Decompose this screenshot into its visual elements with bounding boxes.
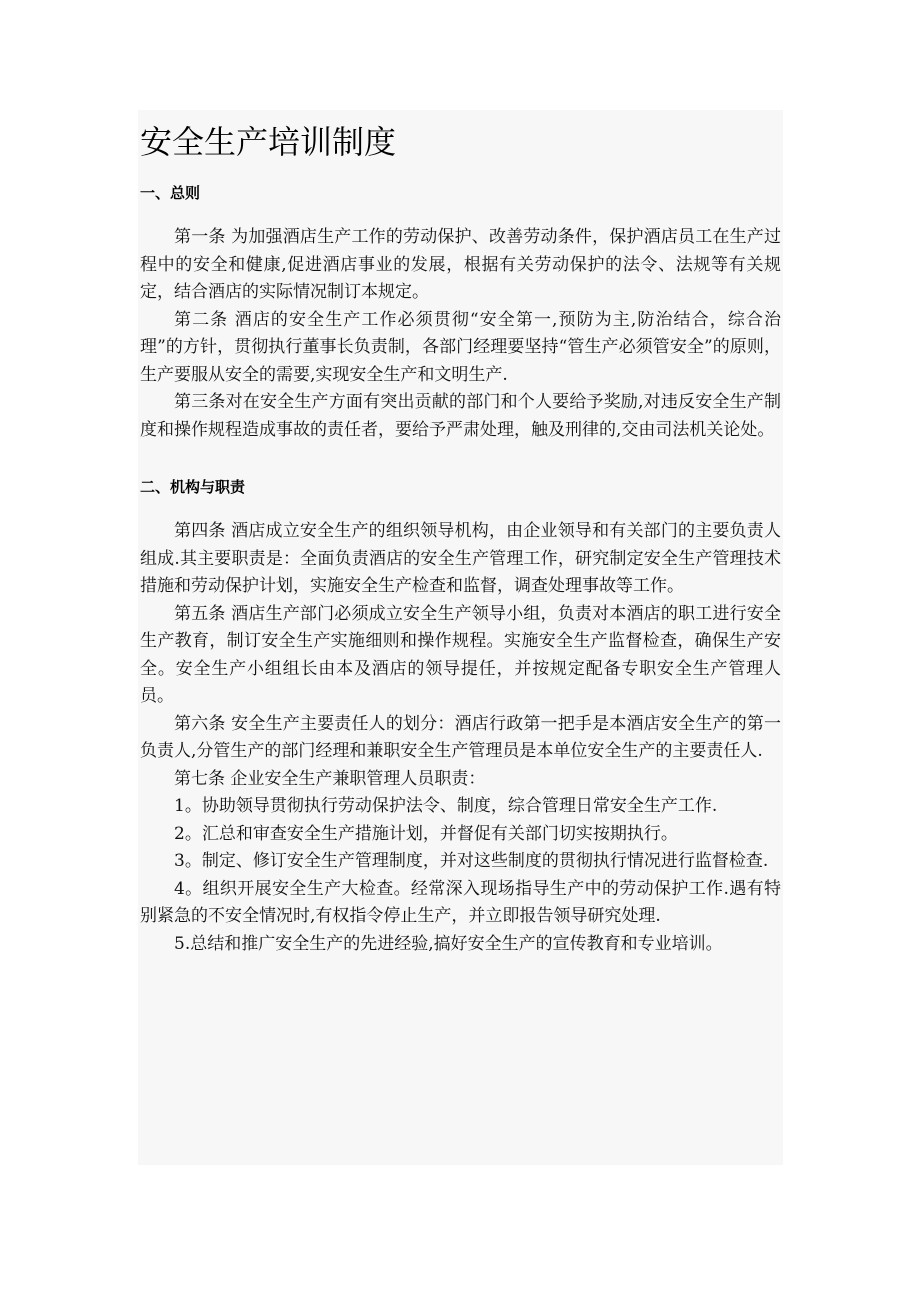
paragraph: 第一条 为加强酒店生产工作的劳动保护、改善劳动条件，保护酒店员工在生产过程中的安全和健康,促进酒店事业的发展，根据有关劳动保护的法令、法规等有关规定，结合酒店的实际情况制订本规定。 — [140, 227, 781, 302]
section-heading-organization: 二、机构与职责 — [140, 478, 246, 496]
list-item: 2。汇总和审查安全生产措施计划，并督促有关部门切实按期执行。 — [174, 823, 678, 844]
paragraph: 第二条 酒店的安全生产工作必须贯彻“安全第一,预防为主,防治结合，综合治理”的方针，贯彻执行董事长负责制，各部门经理要坚持“管生产必须管安全”的原则，生产要服从安全的需要,实现安全生产和文明生产. — [140, 309, 781, 385]
paragraph: 第五条 酒店生产部门必须成立安全生产领导小组，负责对本酒店的职工进行安全生产教育，制订安全生产实施细则和操作规程。实施安全生产监督检查，确保生产安全。安全生产小组组长由本及酒店的领导提任，并按规定配备专职安全生产管理人员。 — [140, 603, 781, 706]
document-title: 安全生产培训制度 — [140, 123, 397, 161]
section-heading-general: 一、总则 — [140, 184, 201, 202]
section-organization — [140, 518, 781, 958]
list-item: 4。组织开展安全生产大检查。经常深入现场指导生产中的劳动保护工作.遇有特别紧急的不安全情况时,有权指令停止生产，并立即报告领导研究处理. — [140, 878, 781, 926]
paragraph: 第七条 企业安全生产兼职管理人员职责： — [174, 768, 486, 789]
paragraph: 第三条对在安全生产方面有突出贡献的部门和个人要给予奖励,对违反安全生产制度和操作规程造成事故的责任者，要给予严肃处理，触及刑律的,交由司法机关论处。 — [140, 392, 781, 440]
list-item: 3。制定、修订安全生产管理制度，并对这些制度的贯彻执行情况进行监督检查. — [174, 851, 769, 871]
list-item: 5.总结和推广安全生产的先进经验,搞好安全生产的宣传教育和专业培训。 — [174, 933, 723, 954]
paragraph: 第六条 安全生产主要责任人的划分：酒店行政第一把手是本酒店安全生产的第一负责人,分管生产的部门经理和兼职安全生产管理员是本单位安全生产的主要责任人. — [140, 713, 781, 761]
document-page — [138, 110, 783, 1165]
list-item: 1。协助领导贯彻执行劳动保护法令、制度，综合管理日常安全生产工作. — [174, 796, 718, 816]
paragraph: 第四条 酒店成立安全生产的组织领导机构，由企业领导和有关部门的主要负责人组成.其主要职责是：全面负责酒店的安全生产管理工作，研究制定安全生产管理技术措施和劳动保护计划，实施安全生产检查和监督，调查处理事故等工作。 — [140, 521, 781, 596]
section-general — [140, 224, 781, 444]
